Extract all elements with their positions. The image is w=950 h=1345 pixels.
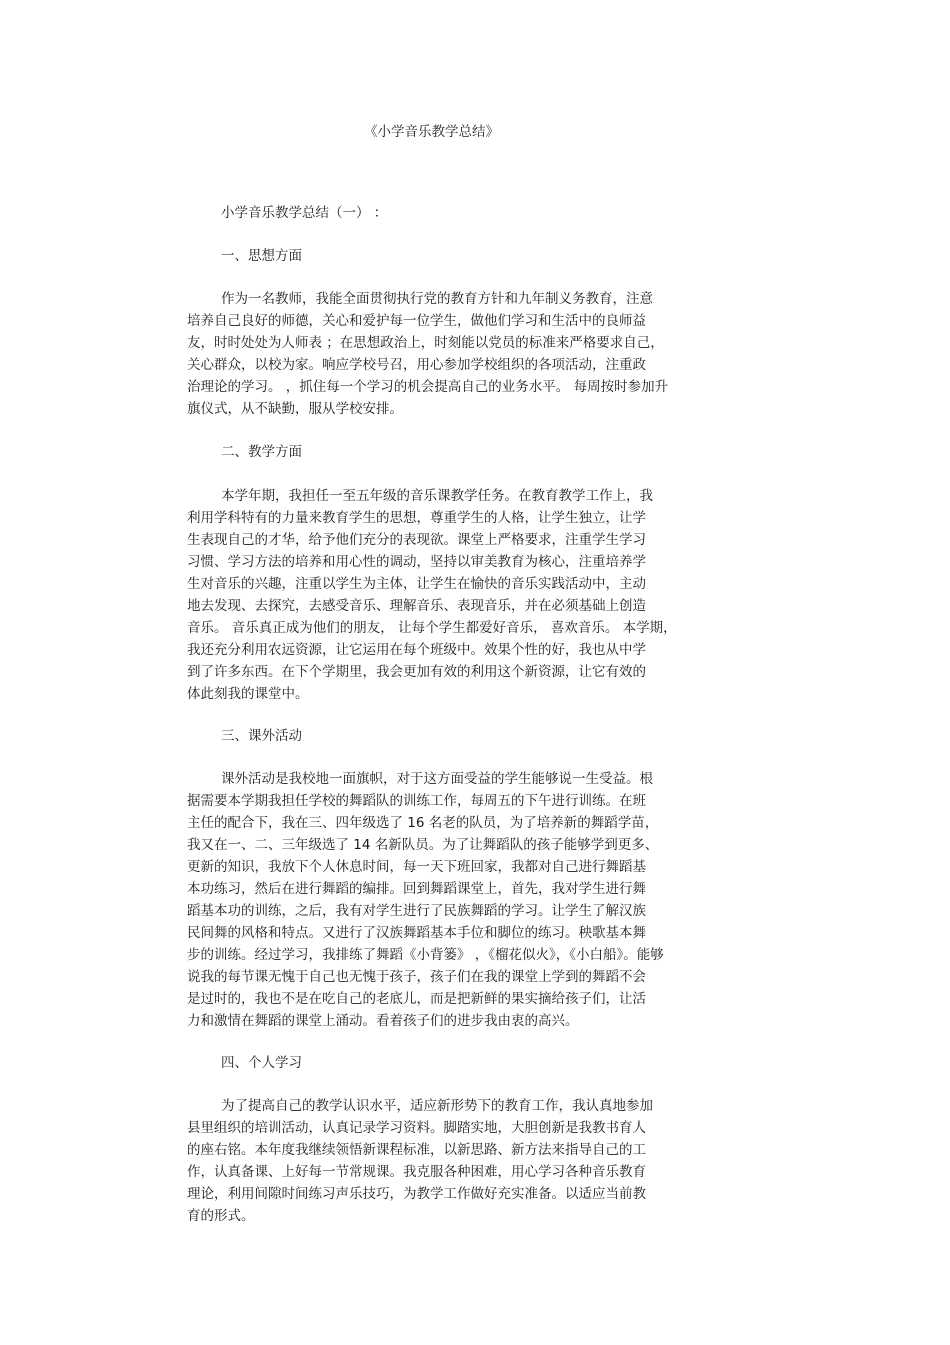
paragraph-line: 县里组织的培训活动，认真记录学习资料。脚踏实地，大胆创新是我教书育人 bbox=[187, 1120, 646, 1136]
paragraph-line: 理论，利用间隙时间练习声乐技巧，为教学工作做好充实准备。以适应当前教 bbox=[187, 1186, 646, 1202]
section-heading: 一、思想方面 bbox=[221, 248, 302, 264]
paragraph-line: 地去发现、去探究，去感受音乐、理解音乐、表现音乐，并在必须基础上创造 bbox=[187, 598, 646, 614]
paragraph-line: 我又在一、二、三年级选了 14 名新队员。为了让舞蹈队的孩子能够学到更多、 bbox=[187, 837, 659, 853]
paragraph-line: 音乐。 音乐真正成为他们的朋友， 让每个学生都爱好音乐， 喜欢音乐。 本学期， bbox=[187, 620, 677, 636]
document-title: 《小学音乐教学总结》 bbox=[364, 124, 499, 140]
paragraph-line: 步的训练。经过学习，我排练了舞蹈《小背篓》 ，《榴花似火》，《小白船》。能够 bbox=[187, 947, 664, 963]
paragraph-line: 习惯、学习方法的培养和用心性的调动，坚持以审美教育为核心，注重培养学 bbox=[187, 554, 646, 570]
paragraph-line: 生对音乐的兴趣，注重以学生为主体，让学生在愉快的音乐实践活动中，主动 bbox=[187, 576, 646, 592]
paragraph-line: 旗仪式，从不缺勤，服从学校安排。 bbox=[187, 401, 403, 417]
paragraph-line: 主任的配合下，我在三、四年级选了 16 名老的队员，为了培养新的舞蹈学苗， bbox=[187, 815, 659, 831]
paragraph-line: 治理论的学习。 ，抓住每一个学习的机会提高自己的业务水平。 每周按时参加升 bbox=[187, 379, 669, 395]
section-heading: 四、个人学习 bbox=[221, 1055, 302, 1071]
paragraph-line: 民间舞的风格和特点。又进行了汉族舞蹈基本手位和脚位的练习。秧歌基本舞 bbox=[187, 925, 646, 941]
paragraph-line: 更新的知识，我放下个人休息时间，每一天下班回家，我都对自己进行舞蹈基 bbox=[187, 859, 646, 875]
section-heading: 三、课外活动 bbox=[221, 728, 302, 744]
paragraph-line: 育的形式。 bbox=[187, 1208, 255, 1224]
document-subtitle: 小学音乐教学总结（一） ： bbox=[221, 205, 388, 221]
paragraph-line: 是过时的，我也不是在吃自己的老底儿，而是把新鲜的果实摘给孩子们，让活 bbox=[187, 991, 646, 1007]
paragraph-line: 到了许多东西。在下个学期里，我会更加有效的利用这个新资源，让它有效的 bbox=[187, 664, 646, 680]
paragraph-line: 作为一名教师，我能全面贯彻执行党的教育方针和九年制义务教育，注意 bbox=[221, 291, 653, 307]
paragraph-line: 友，时时处处为人师表 ；在思想政治上，时刻能以党员的标准来严格要求自己， bbox=[187, 335, 664, 351]
paragraph-line: 本功练习，然后在进行舞蹈的编排。回到舞蹈课堂上，首先，我对学生进行舞 bbox=[187, 881, 646, 897]
paragraph-line: 我还充分利用农远资源，让它运用在每个班级中。效果个性的好，我也从中学 bbox=[187, 642, 646, 658]
paragraph-line: 培养自己良好的师德，关心和爱护每一位学生，做他们学习和生活中的良师益 bbox=[187, 313, 646, 329]
paragraph-line: 蹈基本功的训练，之后，我有对学生进行了民族舞蹈的学习。让学生了解汉族 bbox=[187, 903, 646, 919]
paragraph-line: 据需要本学期我担任学校的舞蹈队的训练工作，每周五的下午进行训练。在班 bbox=[187, 793, 646, 809]
paragraph-line: 为了提高自己的教学认识水平，适应新形势下的教育工作，我认真地参加 bbox=[221, 1098, 653, 1114]
paragraph-line: 本学年期，我担任一至五年级的音乐课教学任务。在教育教学工作上，我 bbox=[221, 488, 653, 504]
paragraph-line: 的座右铭。本年度我继续领悟新课程标准，以新思路、新方法来指导自己的工 bbox=[187, 1142, 646, 1158]
paragraph-line: 课外活动是我校地一面旗帜，对于这方面受益的学生能够说一生受益。根 bbox=[221, 771, 653, 787]
paragraph-line: 利用学科特有的力量来教育学生的思想，尊重学生的人格，让学生独立，让学 bbox=[187, 510, 646, 526]
paragraph-line: 说我的每节课无愧于自己也无愧于孩子，孩子们在我的课堂上学到的舞蹈不会 bbox=[187, 969, 646, 985]
paragraph-line: 关心群众，以校为家。响应学校号召，用心参加学校组织的各项活动，注重政 bbox=[187, 357, 646, 373]
paragraph-line: 作，认真备课、上好每一节常规课。我克服各种困难，用心学习各种音乐教育 bbox=[187, 1164, 646, 1180]
paragraph-line: 力和激情在舞蹈的课堂上涌动。看着孩子们的进步我由衷的高兴。 bbox=[187, 1013, 579, 1029]
paragraph-line: 体此刻我的课堂中。 bbox=[187, 686, 309, 702]
paragraph-line: 生表现自己的才华，给予他们充分的表现欲。课堂上严格要求，注重学生学习 bbox=[187, 532, 646, 548]
section-heading: 二、教学方面 bbox=[221, 444, 302, 460]
